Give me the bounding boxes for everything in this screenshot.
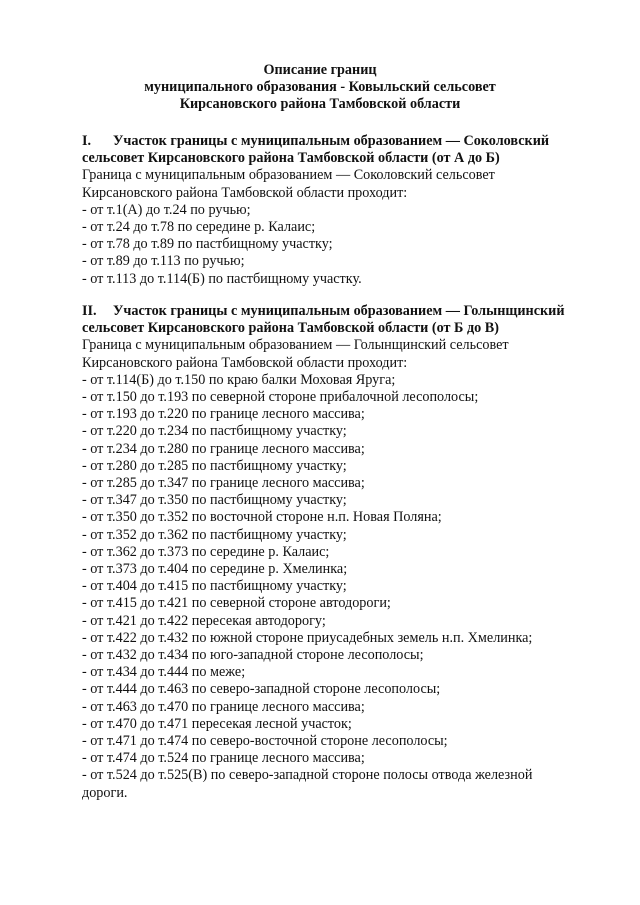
section-2 [82, 303, 612, 802]
list-item: - от т.285 до т.347 по границе лесного массива; [82, 475, 365, 492]
list-item: - от т.524 до т.525(В) по северо-западной стороне полосы отвода железной дороги. [82, 767, 533, 801]
list-item: - от т.24 до т.78 по середине р. Калаис; [82, 219, 316, 236]
section-heading-text: Участок границы с муниципальным образованием — Голынщинский [113, 303, 565, 319]
section-1 [82, 133, 612, 288]
list-item: - от т.78 до т.89 по пастбищному участку; [82, 236, 333, 253]
list-item: - от т.474 до т.524 по границе лесного массива; [82, 750, 365, 767]
title-line: муниципального образования - Ковыльский сельсовет [144, 79, 496, 95]
section-intro: Граница с муниципальным образованием — Голынщинский сельсовет [82, 337, 509, 354]
section-heading [82, 303, 612, 320]
list-item: - от т.444 до т.463 по северо-западной стороне лесополосы; [82, 681, 441, 698]
document-title [0, 62, 640, 113]
list-item: - от т.89 до т.113 по ручью; [82, 253, 245, 270]
list-item: - от т.234 до т.280 по границе лесного массива; [82, 440, 365, 457]
section-number: I. [82, 133, 92, 149]
list-item: - от т.404 до т.415 по пастбищному участку; [82, 578, 347, 595]
section-intro: Кирсановского района Тамбовской области проходит: [82, 354, 408, 371]
list-item: - от т.470 до т.471 пересекая лесной участок; [82, 715, 352, 732]
list-item: - от т.350 до т.352 по восточной стороне н.п. Новая Поляна; [82, 509, 442, 526]
list-item: - от т.220 до т.234 по пастбищному участку; [82, 423, 347, 440]
list-item: - от т.347 до т.350 по пастбищному участку; [82, 492, 347, 509]
list-item: - от т.114(Б) до т.150 по краю балки Моховая Яруга; [82, 371, 396, 388]
list-item: - от т.422 до т.432 по южной стороне приусадебных земель н.п. Хмелинка; [82, 629, 533, 646]
title-line: Описание границ [263, 62, 377, 78]
section-intro: Кирсановского района Тамбовской области проходит: [82, 184, 408, 201]
list-item: - от т.113 до т.114(Б) по пастбищному участку. [82, 270, 362, 287]
list-item: - от т.463 до т.470 по границе лесного массива; [82, 698, 365, 715]
list-item: - от т.432 до т.434 по юго-западной стороне лесополосы; [82, 647, 424, 664]
boundary-list [82, 202, 612, 288]
list-item: - от т.280 до т.285 по пастбищному участку; [82, 457, 347, 474]
list-item: - от т.421 до т.422 пересекая автодорогу; [82, 612, 326, 629]
boundary-list [82, 372, 612, 802]
list-item: - от т.1(А) до т.24 по ручью; [82, 201, 251, 218]
section-heading [82, 133, 612, 150]
list-item: - от т.415 до т.421 по северной стороне автодороги; [82, 595, 391, 612]
list-item: - от т.373 до т.404 по середине р. Хмелинка; [82, 561, 348, 578]
list-item: - от т.434 до т.444 по меже; [82, 664, 246, 681]
list-item: - от т.362 до т.373 по середине р. Калаис; [82, 543, 330, 560]
list-item: - от т.352 до т.362 по пастбищному участку; [82, 526, 347, 543]
section-heading-text: Участок границы с муниципальным образованием — Соколовский [113, 133, 550, 149]
list-item: - от т.150 до т.193 по северной стороне прибалочной лесополосы; [82, 389, 479, 406]
list-item: - от т.193 до т.220 по границе лесного массива; [82, 406, 365, 423]
section-heading-cont: сельсовет Кирсановского района Тамбовской области (от А до Б) [82, 150, 500, 167]
title-line: Кирсановского района Тамбовской области [179, 96, 461, 112]
section-heading-cont: сельсовет Кирсановского района Тамбовской области (от Б до В) [82, 320, 499, 337]
list-item: - от т.471 до т.474 по северо-восточной стороне лесополосы; [82, 733, 448, 750]
section-number: II. [82, 303, 97, 319]
section-intro: Граница с муниципальным образованием — Соколовский сельсовет [82, 167, 495, 184]
